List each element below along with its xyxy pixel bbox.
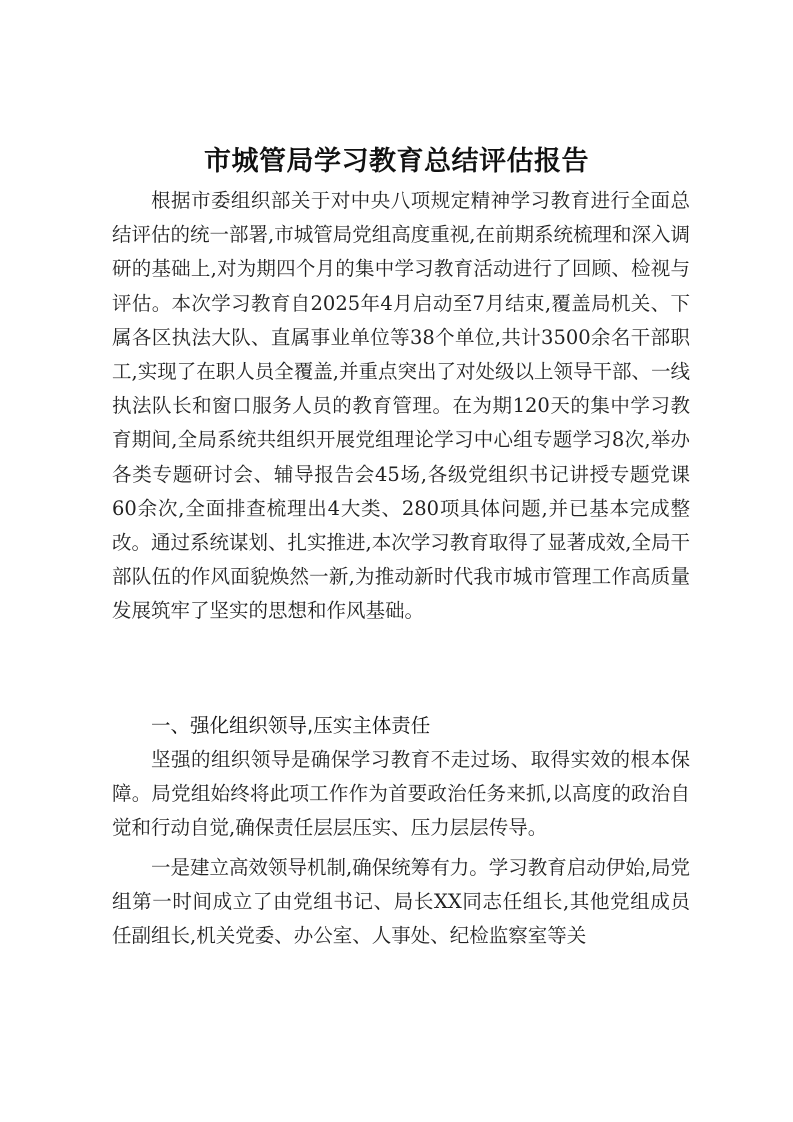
section-paragraph-2: 一是建立高效领导机制,确保统筹有力。学习教育启动伊始,局党组第一时间成立了由党组书记、局长XX同志任组长,其他党组成员任副组长,机关党委、办公室、人事处、纪检监察室等关	[112, 856, 690, 948]
section-heading: 一、强化组织领导,压实主体责任	[151, 714, 431, 737]
document-title: 市城管局学习教育总结评估报告	[204, 146, 589, 177]
intro-paragraph: 根据市委组织部关于对中央八项规定精神学习教育进行全面总结评估的统一部署,市城管局党组高度重视,在前期系统梳理和深入调研的基础上,对为期四个月的集中学习教育活动进行了回顾、检视与评估。本次学习教育自2025年4月启动至7月结束,覆盖局机关、下属各区执法大队、直属事业单位等38个单位,共计3500余名干部职工,实现了在职人员全覆盖,并重点突出了对处级以上领导干部、一线执法队长和窗口服务人员的教育管理。在为期120天的集中学习教育期间,全局系统共组织开展党组理论学习中心组专题学习8次,举办各类专题研讨会、辅导报告会45场,各级党组织书记讲授专题党课60余次,全面排查梳理出4大类、280项具体问题,并已基本完成整改。通过系统谋划、扎实推进,本次学习教育取得了显著成效,全局干部队伍的作风面貌焕然一新,为推动新时代我市城市管理工作高质量发展筑牢了坚实的思想和作风基础。	[112, 189, 690, 623]
section-heading-block	[112, 709, 690, 743]
section-paragraph-block-2	[112, 851, 690, 954]
intro-paragraph-block	[112, 184, 690, 629]
section-paragraph-block-1	[112, 743, 690, 846]
section-paragraph-1: 坚强的组织领导是确保学习教育不走过场、取得实效的根本保障。局党组始终将此项工作作为首要政治任务来抓,以高度的政治自觉和行动自觉,确保责任层层压实、压力层层传导。	[112, 748, 690, 840]
